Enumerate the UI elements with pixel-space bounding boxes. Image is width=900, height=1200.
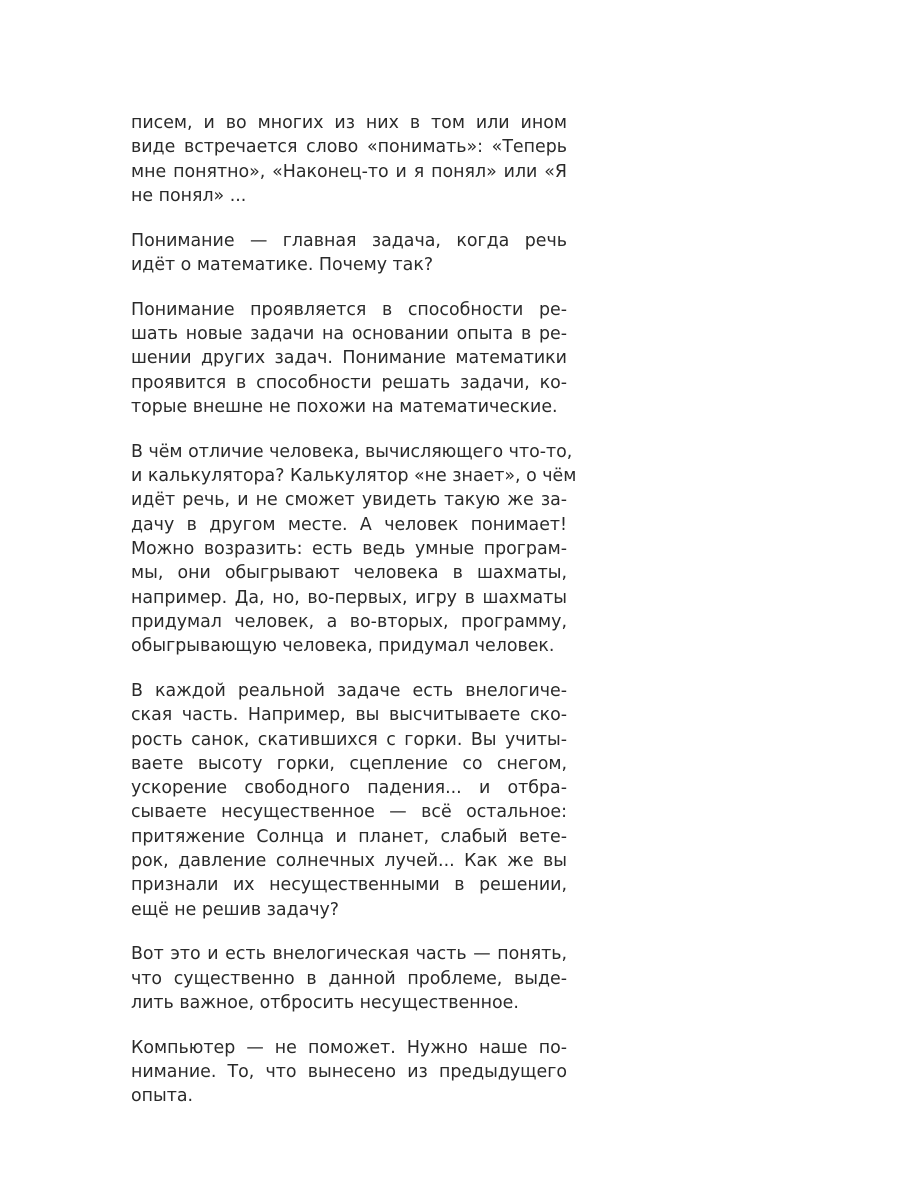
text-line: виде встречается слово «понимать»: «Теперь [131,137,567,158]
text-line: Компьютер — не поможет. Нужно наше по- [131,1037,567,1058]
text-line: рок, давление солнечных лучей... Как же вы [131,851,567,872]
paragraph [131,679,567,922]
text-line: торые внешне не похожи на математические. [131,396,558,417]
text-line: Понимание проявляется в способности ре- [131,299,567,320]
text-line: писем, и во многих из них в том или ином [131,113,567,133]
paragraph [131,229,567,278]
paragraph [131,942,567,1015]
text-line: что существенно в данной проблеме, выде- [131,968,567,989]
text-line: ская часть. Например, вы высчитываете ско- [131,705,567,726]
text-line: В каждой реальной задаче есть внелогиче- [131,680,567,701]
text-line: ускорение свободного падения... и отбра- [131,778,567,799]
text-line: сываете несущественное — всё остальное: [131,802,567,823]
paragraph [131,440,577,659]
text-line: не понял» ... [131,185,247,206]
text-line: придумал человек, а во-вторых, программу, [131,611,567,632]
paragraph [131,298,567,419]
text-line: ещё не решив задачу? [131,899,340,920]
text-line: опыта. [131,1086,194,1107]
text-line: и калькулятора? Калькулятор «не знает», о чём [131,466,577,487]
paragraph [131,1036,567,1109]
text-line: обыгрывающую человека, придумал человек. [131,636,555,657]
body-text [131,111,577,1129]
text-line: В чём отличие человека, вычисляющего что-то, [131,441,573,462]
text-line: лить важное, отбросить несущественное. [131,993,519,1013]
text-line: шении других задач. Понимание математики [131,348,567,369]
text-line: проявится в способности решать задачи, ко- [131,372,567,393]
text-line: рость санок, скатившихся с горки. Вы учиты- [131,729,567,750]
text-line: мне понятно», «Наконец-то и я понял» или «Я [131,161,567,182]
text-line: идёт речь, и не сможет увидеть такую же за- [131,490,567,511]
text-line: шать новые задачи на основании опыта в ре- [131,324,567,345]
text-line: ваете высоту горки, сцепление со снегом, [131,753,567,774]
text-line: Вот это и есть внелогическая часть — понять, [131,944,567,965]
text-line: дачу в другом месте. А человек понимает! [131,514,567,535]
text-line: притяжение Солнца и планет, слабый вете- [131,826,567,847]
text-line: мы, они обыгрывают человека в шахматы, [131,563,567,584]
paragraph [131,111,567,208]
text-line: Понимание — главная задача, когда речь [131,230,567,251]
text-line: признали их несущественными в решении, [131,875,567,896]
text-line: например. Да, но, во-первых, игру в шахматы [131,587,567,608]
text-line: идёт о математике. Почему так? [131,254,434,275]
text-line: нимание. То, что вынесено из предыдущего [131,1062,567,1083]
text-line: Можно возразить: есть ведь умные програм- [131,538,567,559]
